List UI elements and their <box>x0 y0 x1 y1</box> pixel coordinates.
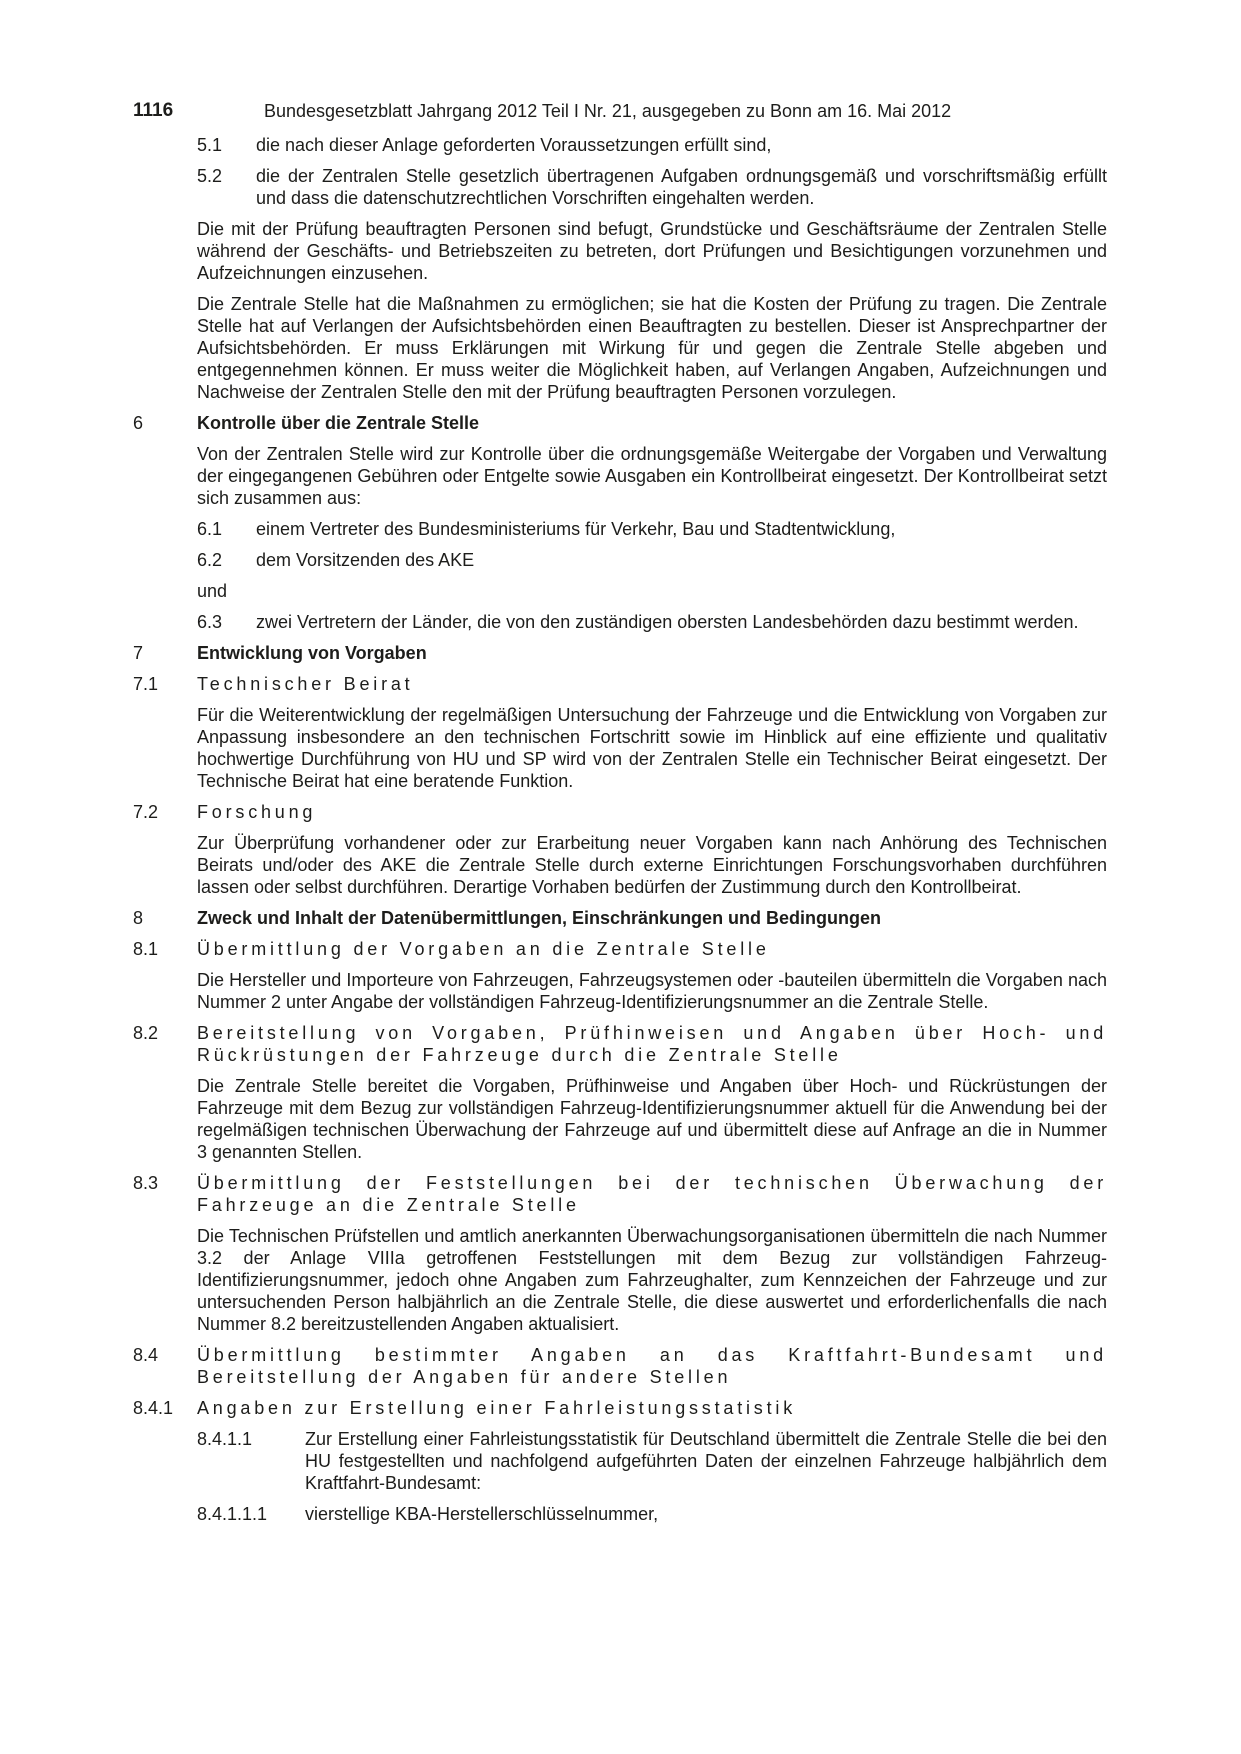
subsection-number: 8.1 <box>133 939 159 959</box>
section-number: 8 <box>133 908 144 928</box>
section-heading-6 <box>133 412 1107 434</box>
list-item-5-1 <box>133 134 1107 156</box>
section-title: Zweck und Inhalt der Datenübermittlungen, Einschränkungen und Bedingungen <box>197 908 882 928</box>
subsection-number: 8.3 <box>133 1173 159 1193</box>
subsection-number: 8.2 <box>133 1023 159 1043</box>
paragraph-control-board: Von der Zentralen Stelle wird zur Kontrolle über die ordnungsgemäße Weitergabe der Vorgaben und Verwaltung der eingegangenen Gebühren oder Entgelte sowie Ausgaben ein Kontrollbeirat eingesetzt. Der Kontrollbeirat setzt sich zusammen aus: <box>197 444 1107 508</box>
paragraph-inspection-rights: Die mit der Prüfung beauftragten Personen sind befugt, Grundstücke und Geschäftsräume der Zentralen Stelle während der Geschäfts- und Betriebszeiten zu betreten, dort Prüfungen und Besichtigungen vorzunehmen und Aufzeichnungen einzusehen. <box>197 219 1107 283</box>
subsection-title: Übermittlung der Vorgaben an die Zentrale Stelle <box>197 939 770 959</box>
subsection-title: Übermittlung bestimmter Angaben an das Kraftfahrt-Bundesamt und Bereitstellung der Angaben für andere Stellen <box>197 1345 1107 1387</box>
item-number: 5.2 <box>197 166 223 186</box>
subsection-number: 8.4 <box>133 1345 159 1365</box>
subsection-heading-7-2 <box>133 801 1107 823</box>
subsection-number: 7.2 <box>133 802 159 822</box>
page-header <box>133 100 1107 124</box>
list-item-6-1 <box>133 518 1107 540</box>
paragraph-inspection-costs: Die Zentrale Stelle hat die Maßnahmen zu ermöglichen; sie hat die Kosten der Prüfung zu tragen. Die Zentrale Stelle hat auf Verlangen der Aufsichtsbehörden einen Beauftragten zu bestellen. Dieser ist Ansprechpartner der Aufsichtsbehörden. Er muss Erklärungen mit Wirkung für und gegen die Zentrale Stelle abgeben und entgegennehmen können. Er muss weiter die Möglichkeit haben, auf Verlangen Angaben, Aufzeichnungen und Nachweise der Zentralen Stelle den mit der Prüfung beauftragten Personen vorzulegen. <box>197 294 1107 402</box>
section-title: Entwicklung von Vorgaben <box>197 643 427 663</box>
subsection-title: Angaben zur Erstellung einer Fahrleistungsstatistik <box>197 1398 797 1418</box>
paragraph-research: Zur Überprüfung vorhandener oder zur Erarbeitung neuer Vorgaben kann nach Anhörung des Technischen Beirats und/oder des AKE die Zentrale Stelle durch externe Einrichtungen Forschungsvorhaben durchführen lassen oder selbst durchführen. Derartige Vorhaben bedürfen der Zustimmung durch den Kontrollbeirat. <box>197 833 1107 897</box>
list-item-8-4-1-1 <box>133 1428 1107 1494</box>
item-text: Zur Erstellung einer Fahrleistungsstatistik für Deutschland übermittelt die Zentrale Stelle die bei den HU festgestellten und nachfolgend aufgeführten Daten der einzelnen Fahrzeuge halbjährlich dem Kraftfahrt-Bundesamt: <box>305 1429 1107 1493</box>
subsection-heading-8-2 <box>133 1022 1107 1066</box>
item-text: einem Vertreter des Bundesministeriums für Verkehr, Bau und Stadtentwicklung, <box>256 519 896 539</box>
paragraph-manufacturers: Die Hersteller und Importeure von Fahrzeugen, Fahrzeugsystemen oder -bauteilen übermitteln die Vorgaben nach Nummer 2 unter Angabe der vollständigen Fahrzeug-Identifizierungsnummer an die Zentrale Stelle. <box>197 970 1107 1012</box>
section-number: 7 <box>133 643 144 663</box>
item-number: 5.1 <box>197 135 223 155</box>
subsection-heading-8-4 <box>133 1344 1107 1388</box>
document-page <box>133 100 1107 1534</box>
item-text: vierstellige KBA-Herstellerschlüsselnummer, <box>305 1504 659 1524</box>
item-text: dem Vorsitzenden des AKE <box>256 550 475 570</box>
item-text: zwei Vertretern der Länder, die von den zuständigen obersten Landesbehörden dazu bestimmt werden. <box>256 612 1079 632</box>
item-text: die der Zentralen Stelle gesetzlich übertragenen Aufgaben ordnungsgemäß und vorschriftsmäßig erfüllt und dass die datenschutzrechtlichen Vorschriften eingehalten werden. <box>256 166 1107 208</box>
subsection-title: Technischer Beirat <box>197 674 414 694</box>
subsection-heading-8-3 <box>133 1172 1107 1216</box>
list-item-6-2 <box>133 549 1107 571</box>
item-text: die nach dieser Anlage geforderten Voraussetzungen erfüllt sind, <box>256 135 772 155</box>
list-item-6-3 <box>133 611 1107 633</box>
subsection-number: 8.4.1 <box>133 1398 174 1418</box>
subsection-heading-8-4-1 <box>133 1397 1107 1419</box>
paragraph-findings: Die Technischen Prüfstellen und amtlich anerkannten Überwachungsorganisationen übermitteln die nach Nummer 3.2 der Anlage VIIIa getroffenen Feststellungen mit dem Bezug zur vollständigen Fahrzeug-Identifizierungsnummer, jedoch ohne Angaben zum Fahrzeughalter, zum Kennzeichen der Fahrzeuge und zur untersuchenden Person halbjährlich an die Zentrale Stelle, die diese auswertet und erforderlichenfalls die nach Nummer 8.2 bereitzustellenden Angaben aktualisiert. <box>197 1226 1107 1334</box>
paragraph-technical-board: Für die Weiterentwicklung der regelmäßigen Untersuchung der Fahrzeuge und die Entwicklung von Vorgaben zur Anpassung insbesondere an den technischen Fortschritt sowie im Hinblick auf eine effiziente und qualitativ hochwertige Durchführung von HU und SP wird von der Zentralen Stelle ein Technischer Beirat eingesetzt. Der Technische Beirat hat eine beratende Funktion. <box>197 705 1107 791</box>
item-number: 6.1 <box>197 519 223 539</box>
page-number: 1116 <box>133 100 174 121</box>
subsection-heading-8-1 <box>133 938 1107 960</box>
section-heading-8 <box>133 907 1107 929</box>
section-number: 6 <box>133 413 144 433</box>
subsection-title: Forschung <box>197 802 317 822</box>
subsection-heading-7-1 <box>133 673 1107 695</box>
section-title: Kontrolle über die Zentrale Stelle <box>197 413 480 433</box>
conjunction-und: und <box>197 581 228 601</box>
subsection-number: 7.1 <box>133 674 159 694</box>
gazette-title: Bundesgesetzblatt Jahrgang 2012 Teil I Nr. 21, ausgegeben zu Bonn am 16. Mai 2012 <box>264 101 952 121</box>
item-number: 6.3 <box>197 612 223 632</box>
subsection-title: Bereitstellung von Vorgaben, Prüfhinweisen und Angaben über Hoch- und Rückrüstungen der Fahrzeuge durch die Zentrale Stelle <box>197 1023 1107 1065</box>
section-heading-7 <box>133 642 1107 664</box>
item-number: 8.4.1.1.1 <box>197 1504 268 1524</box>
subsection-title: Übermittlung der Feststellungen bei der technischen Überwachung der Fahrzeuge an die Zentrale Stelle <box>197 1173 1107 1215</box>
item-number: 8.4.1.1 <box>197 1429 253 1449</box>
paragraph-provision: Die Zentrale Stelle bereitet die Vorgaben, Prüfhinweise und Angaben über Hoch- und Rückrüstungen der Fahrzeuge mit dem Bezug zur vollständigen Fahrzeug-Identifizierungsnummer aktuell für die Anwendung bei der regelmäßigen technischen Überwachung der Fahrzeuge auf und übermittelt diese auf Anfrage an die in Nummer 3 genannten Stellen. <box>197 1076 1107 1162</box>
list-item-5-2 <box>133 165 1107 209</box>
item-number: 6.2 <box>197 550 223 570</box>
list-item-8-4-1-1-1 <box>133 1503 1107 1525</box>
